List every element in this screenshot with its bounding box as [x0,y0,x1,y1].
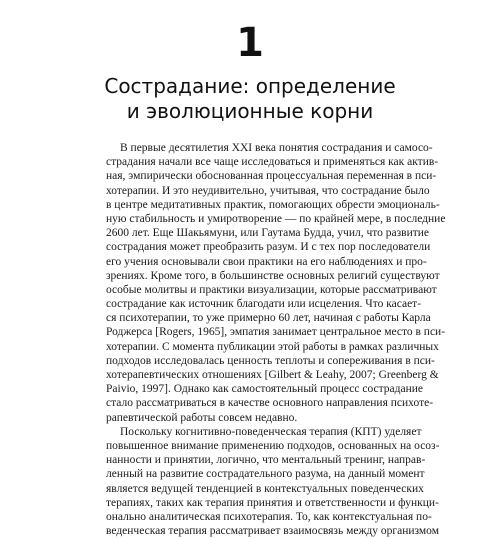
body-text [106,141,446,538]
paragraph-2 [106,425,440,538]
chapter-title [60,74,440,124]
text-line: ная, эмпирически обоснованная процессуальная переменная в пси- [106,170,437,183]
text-line: сострадание как источник благодати или исцеления. Что касает- [106,298,422,311]
text-line: повышенное внимание применению подходов, основанных на осоз- [106,439,440,452]
text-line: терапиях, таких как терапия принятия и ответственности и функци- [106,496,439,509]
text-line: рапевтической работы совсем недавно. [106,411,298,424]
paragraph-1 [106,141,446,425]
text-line: нанности и принятии, логично, что ментальный тренинг, направ- [106,454,426,467]
text-line: стало рассматриваться в качестве основного направления психоте- [106,397,434,410]
chapter-title-line: и эволюционные корни [126,99,374,123]
text-line: является ведущей тенденцией в контекстуальных поведенческих [106,482,424,495]
text-line: 2600 лет. Еще Шакьямуни, или Гаутама Будда, учил, что развитие [106,227,430,240]
text-line: Поскольку когнитивно-поведенческая терапия (КПТ) уделяет [120,425,422,438]
text-line: Роджерса [Rogers, 1965], эмпатия занимает центральное место в пси- [106,326,446,339]
text-line: подходов исследовалась ценность теплоты и сопереживания в пси- [106,354,435,367]
text-line: особые молитвы и практики визуализации, которые рассматривают [106,283,437,296]
text-line: ся психотерапии, то уже примерно 60 лет, начиная с работы Карла [106,312,431,325]
chapter-number: 1 [236,20,264,66]
text-line: сострадания может преобразить разум. И с тех пор последователи [106,241,431,254]
text-line: хотерапии. И это неудивительно, учитывая, что сострадание было [106,184,430,197]
text-line: зрениях. Кроме того, в большинстве основных религий существуют [106,269,440,282]
text-line: хотерапии. С момента публикации этой работы в рамках различных [106,340,439,353]
text-line: онально аналитическая психотерапия. То, как контекстуальная по- [106,510,432,523]
text-line: ную стабильность и умиротворение — по крайней мере, в последние [106,212,446,225]
text-line: в центре медитативных практик, помогающих обрести эмоциональ- [106,198,440,211]
chapter-title-line: Сострадание: определение [104,74,396,98]
text-line: В первые десятилетия XXI века понятия сострадания и самосо- [120,142,433,154]
text-line: веденческая терапия рассматривает взаимосвязь между организмом [106,525,439,538]
text-line: хотерапевтических отношениях [Gilbert & Leahy, 2007; Greenberg & [106,369,439,381]
text-line: Paivio, 1997]. Однако как самостоятельный процесс сострадание [106,383,423,396]
text-line: ленный на развитие сострадательного разума, на данный момент [106,468,425,481]
text-line: страдания начали все чаще исследоваться и применяться как актив- [106,156,439,169]
text-line: его учения основывали свои практики на его наблюдениях и про- [106,255,427,268]
